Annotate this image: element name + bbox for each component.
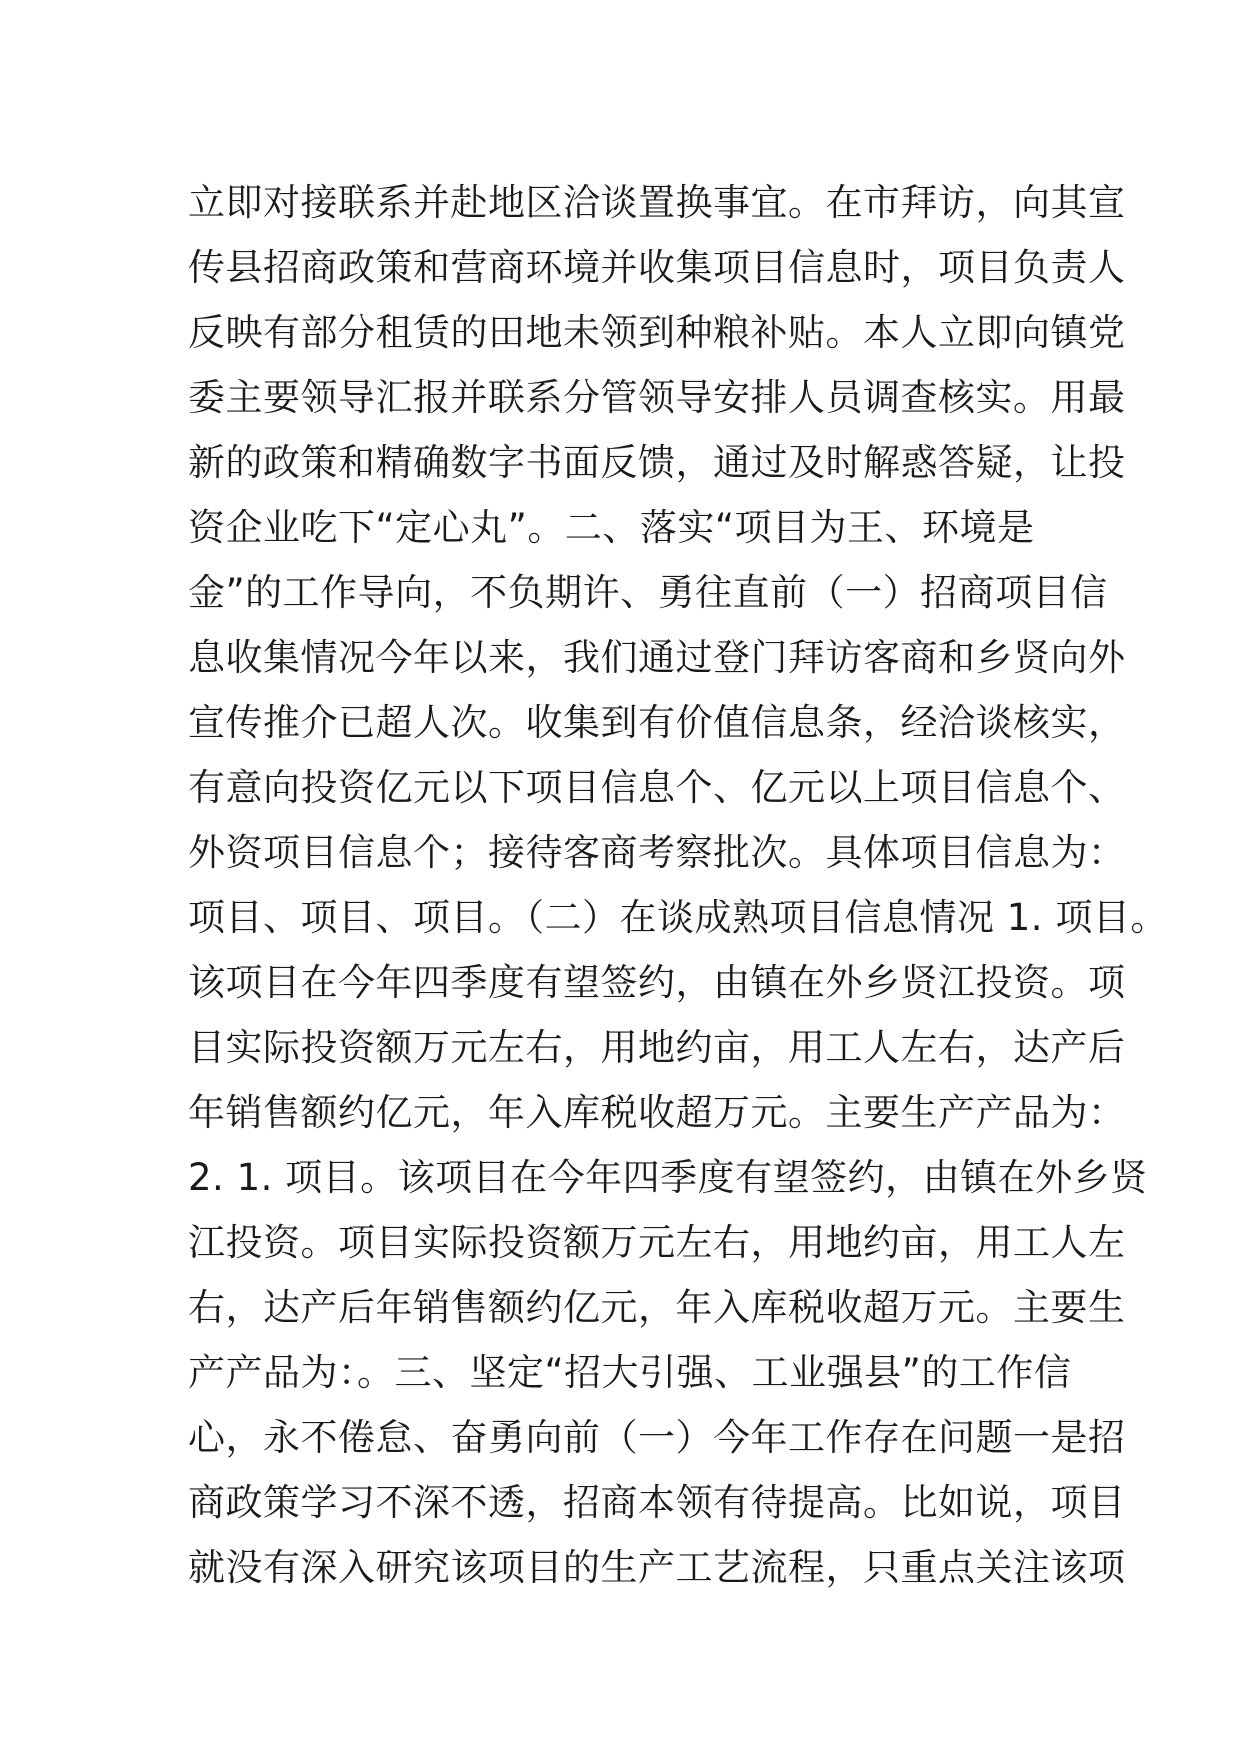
- text-line: 年销售额约亿元，年入库税收超万元。主要生产产品为：: [188, 1091, 1126, 1134]
- text-line: 心，永不倦怠、奋勇向前（一）今年工作存在问题一是招: [188, 1416, 1126, 1459]
- text-line: 2. 1. 项目。该项目在今年四季度有望签约，由镇在外乡贤: [188, 1156, 1148, 1199]
- text-line: 金”的工作导向，不负期许、勇往直前（一）招商项目信: [188, 571, 1108, 614]
- text-line: 传县招商政策和营商环境并收集项目信息时，项目负责人: [188, 246, 1126, 289]
- text-line: 该项目在今年四季度有望签约，由镇在外乡贤江投资。项: [188, 961, 1126, 1004]
- text-line: 息收集情况今年以来，我们通过登门拜访客商和乡贤向外: [188, 636, 1126, 679]
- text-line: 就没有深入研究该项目的生产工艺流程，只重点关注该项: [188, 1546, 1126, 1589]
- body-text: [188, 170, 1168, 1600]
- text-line: 项目、项目、项目。（二）在谈成熟项目信息情况 1. 项目。: [188, 896, 1168, 939]
- text-line: 江投资。项目实际投资额万元左右，用地约亩，用工人左: [188, 1221, 1126, 1264]
- text-line: 资企业吃下“定心丸”。二、落实“项目为王、环境是: [188, 506, 1035, 549]
- text-line: 产产品为：。三、坚定“招大引强、工业强县”的工作信: [188, 1351, 1072, 1394]
- text-line: 外资项目信息个；接待客商考察批次。具体项目信息为：: [188, 831, 1126, 874]
- text-line: 新的政策和精确数字书面反馈，通过及时解惑答疑，让投: [188, 441, 1126, 484]
- text-line: 反映有部分租赁的田地未领到种粮补贴。本人立即向镇党: [188, 311, 1126, 354]
- text-line: 有意向投资亿元以下项目信息个、亿元以上项目信息个、: [188, 766, 1126, 809]
- text-line: 商政策学习不深不透，招商本领有待提高。比如说，项目: [188, 1481, 1126, 1524]
- text-line: 右，达产后年销售额约亿元，年入库税收超万元。主要生: [188, 1286, 1126, 1329]
- text-line: 目实际投资额万元左右，用地约亩，用工人左右，达产后: [188, 1026, 1126, 1069]
- text-line: 宣传推介已超人次。收集到有价值信息条，经洽谈核实，: [188, 701, 1126, 744]
- text-line: 立即对接联系并赴地区洽谈置换事宜。在市拜访，向其宣: [188, 181, 1126, 224]
- text-line: 委主要领导汇报并联系分管领导安排人员调查核实。用最: [188, 376, 1126, 419]
